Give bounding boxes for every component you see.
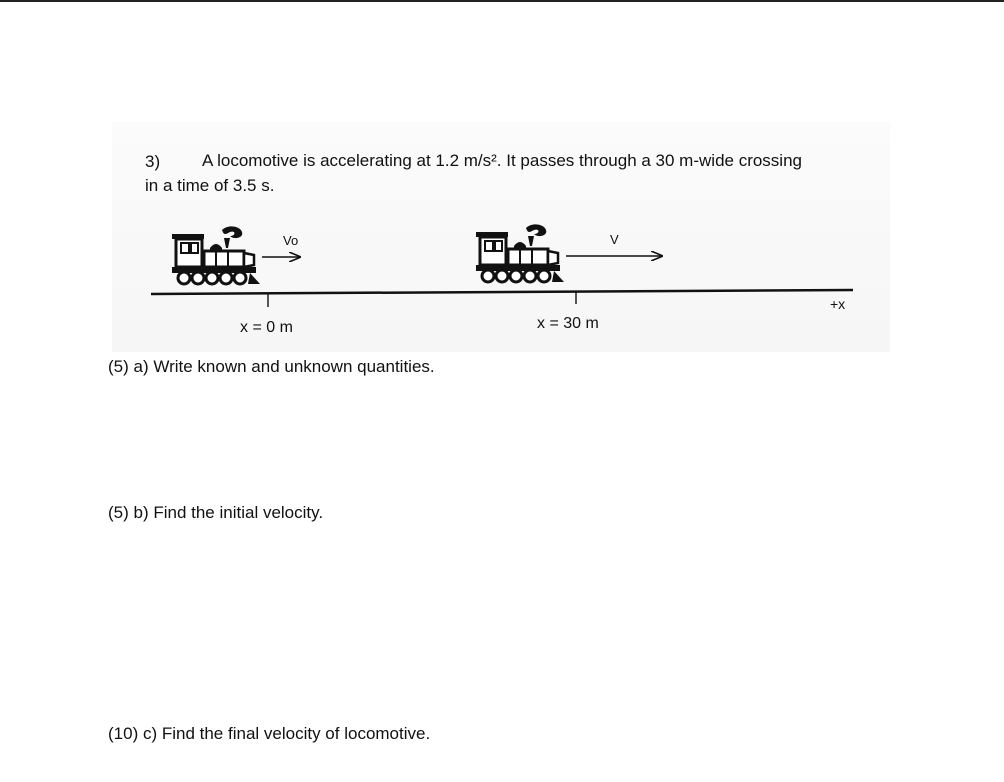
part-a-prompt: (5) a) Write known and unknown quantities. xyxy=(108,357,435,376)
question-text-line1: A locomotive is accelerating at 1.2 m/s². It passes through a 30 m-wide crossing xyxy=(202,151,802,170)
axis-direction-label: +x xyxy=(830,296,846,312)
part-b-prompt: (5) b) Find the initial velocity. xyxy=(108,503,324,522)
locomotive-right-icon xyxy=(476,224,564,282)
question-text-line2: in a time of 3.5 s. xyxy=(145,176,275,195)
track-line xyxy=(151,290,853,294)
final-velocity-label: V xyxy=(610,232,619,247)
part-c-prompt: (10) c) Find the final velocity of locomotive. xyxy=(108,724,431,743)
position-label-end: x = 30 m xyxy=(537,315,599,332)
position-label-start: x = 0 m xyxy=(240,319,293,336)
locomotive-left-icon xyxy=(172,226,260,284)
initial-velocity-label: Vo xyxy=(283,233,299,248)
question-number: 3) xyxy=(145,152,161,171)
